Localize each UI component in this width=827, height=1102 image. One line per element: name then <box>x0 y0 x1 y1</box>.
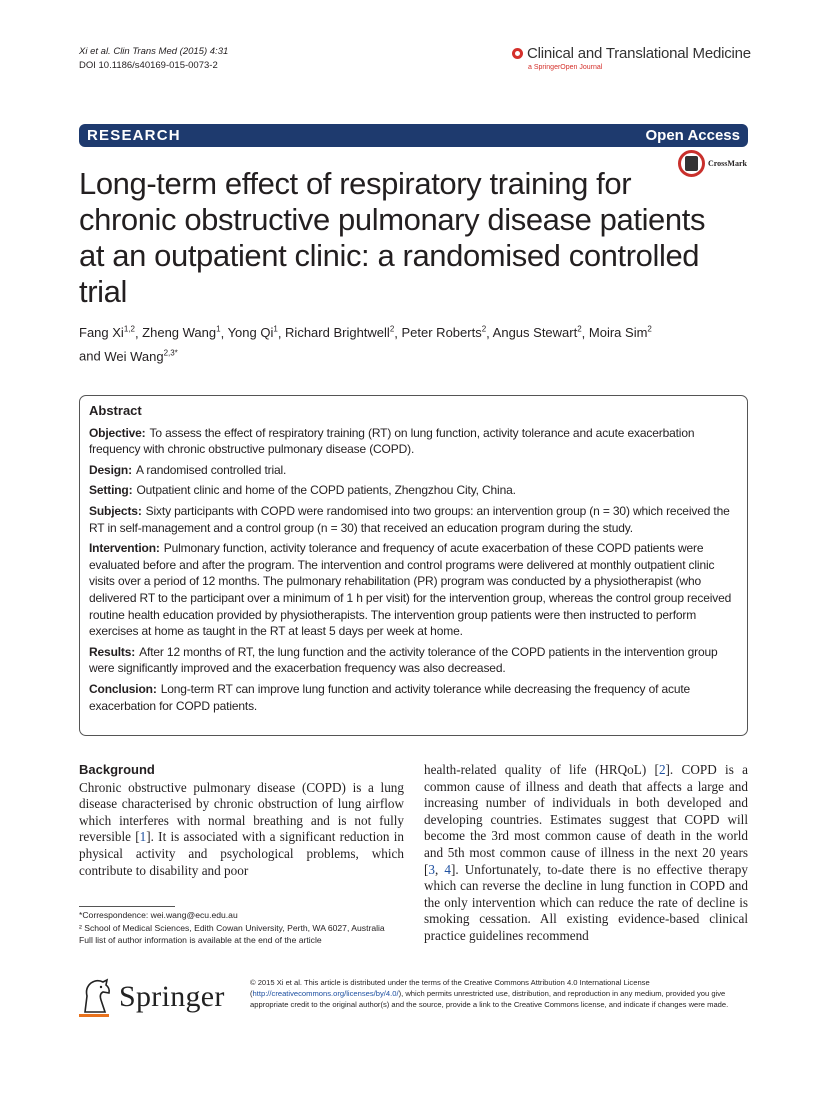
abstract-subjects: Subjects: Sixty participants with COPD were randomised into two groups: an intervention group (n = 30) which received the RT in self-management and a control group (n = 30) that received an education program during the study. <box>89 503 730 535</box>
author-info-note: Full list of author information is available at the end of the article <box>79 935 322 945</box>
article-type-label: RESEARCH <box>87 127 181 144</box>
journal-header[interactable] <box>512 45 751 71</box>
journal-name: Clinical and Translational Medicine <box>527 45 751 62</box>
journal-logo-icon <box>512 48 523 59</box>
author[interactable]: Yong Qi$^1$ <box>227 325 278 341</box>
footnotes <box>79 909 404 947</box>
author[interactable]: Peter Roberts$^2$ <box>401 325 487 341</box>
abstract-setting: Setting: Outpatient clinic and home of the COPD patients, Zhengzhou City, China. <box>89 483 516 498</box>
author[interactable]: Fang Xi$^{1,2}$ <box>79 325 135 341</box>
open-access-label: Open Access <box>645 127 740 144</box>
section-heading: Background <box>79 762 155 777</box>
abstract-design: Design: A randomised controlled trial. <box>89 462 287 477</box>
article-type-banner <box>79 124 748 147</box>
author[interactable]: Richard Brightwell$^2$ <box>285 325 395 341</box>
abstract-objective: Objective: To assess the effect of respiratory training (RT) on lung function, activity tolerance and acute exacerbation frequency with chronic obstructive pulmonary disease (COPD). <box>89 425 695 457</box>
abstract-heading: Abstract <box>89 403 142 418</box>
citation-journal: et al. Clin Trans Med (2015) 4:31 <box>87 46 229 57</box>
publisher-name: Springer <box>119 980 225 1013</box>
abstract-box <box>79 395 748 736</box>
author[interactable]: Zheng Wang$^1$ <box>142 325 221 341</box>
footnote-divider <box>79 906 175 907</box>
article-title: Long-term effect of respiratory training for chronic obstructive pulmonary disease patients at an outpatient clinic: a randomised controlled trial <box>79 166 706 309</box>
citation-link[interactable]: 4 <box>444 861 451 877</box>
citation-link[interactable]: 2 <box>658 762 666 777</box>
doi: DOI 10.1186/s40169-015-0073-2 <box>79 60 218 71</box>
citation-link[interactable]: 3 <box>428 861 435 877</box>
citation-link[interactable]: 1 <box>139 829 147 845</box>
body-column-right: health-related quality of life (HRQoL) [2]. COPD is a common cause of illness and death that affects a large and increasing number of individuals in both developed and developing countries. Estimates suggest that COPD will become the 3rd most common cause of death in the world and 5th most common cause of illness in the next 20 years [3, 4]. Unfortunately, to-date there is no effective therapy which can reverse the decline in lung function in COPD and the only intervention which can reduce the rate of decline is smoking cessation. All existing evidence-based clinical practice guidelines recommend <box>424 762 749 943</box>
correspondence: *Correspondence: wei.wang@ecu.edu.au <box>79 910 238 920</box>
abstract-results: Results: After 12 months of RT, the lung function and the activity tolerance of the COPD patients in the intervention group were significantly improved and the exacerbation frequency was also decreased. <box>89 644 718 676</box>
citation-authors: Xi <box>79 46 88 57</box>
springer-horse-icon <box>79 978 113 1016</box>
journal-subtitle: a SpringerOpen Journal <box>528 64 603 71</box>
license-notice: © 2015 Xi et al. This article is distributed under the terms of the Creative Commons Attribution 4.0 International License (http://creativecommons.org/licenses/by/4.0/), which permits unrestricted use, distribution, and reproduction in any medium, provided you give appropriate credit to the original author(s) and the source, provide a link to the Creative Commons license, and indicate if changes were made. <box>250 978 729 1009</box>
author[interactable]: Wei Wang$^{2,3*}$ <box>104 348 178 364</box>
abstract-intervention: Intervention: Pulmonary function, activity tolerance and frequency of acute exacerbation of these COPD patients were evaluated before and after the program. The intervention and control programs were delivered at monthly outpatient clinic visits over a period of 12 months. The pulmonary rehabilitation (PR) program was conducted by a physiotherapist (who delivered RT to the participant over a minimum of 1 h per visit) for the intervention group, whereas the control group received routine health education provided by physiotherapists. The intervention group patients were then instructed to perform exercises at home as taught in the RT at least 5 days per week at home. <box>89 541 732 639</box>
license-link[interactable]: http://creativecommons.org/licenses/by/4.0/ <box>252 989 399 998</box>
publisher-logo <box>79 978 225 1016</box>
author-list: Fang Xi$^{1,2}$, Zheng Wang$^1$, Yong Qi$^1$, Richard Brightwell$^2$, Peter Roberts$^2$, Angus Stewart$^2$, Moira Sim$^2$ and Wei Wang$^{2,3*}$ <box>79 325 652 364</box>
author[interactable]: Angus Stewart$^2$ <box>492 325 582 341</box>
body-column-left: Background Chronic obstructive pulmonary disease (COPD) is a lung disease characterised by chronic obstruction of lung airflow which interferes with normal breathing and is not fully reversible [1]. It is associated with a significant reduction in physical activity and psychological problems, which contribute to disability and poor <box>79 762 404 878</box>
citation-header <box>79 45 228 73</box>
abstract-conclusion: Conclusion: Long-term RT can improve lung function and activity tolerance while decreasing the frequency of acute exacerbation for COPD patients. <box>89 681 691 713</box>
affiliation-note: ² School of Medical Sciences, Edith Cowan University, Perth, WA 6027, Australia <box>79 922 385 933</box>
author[interactable]: Moira Sim$^2$ <box>588 325 652 341</box>
crossmark-label: CrossMark <box>708 159 747 168</box>
